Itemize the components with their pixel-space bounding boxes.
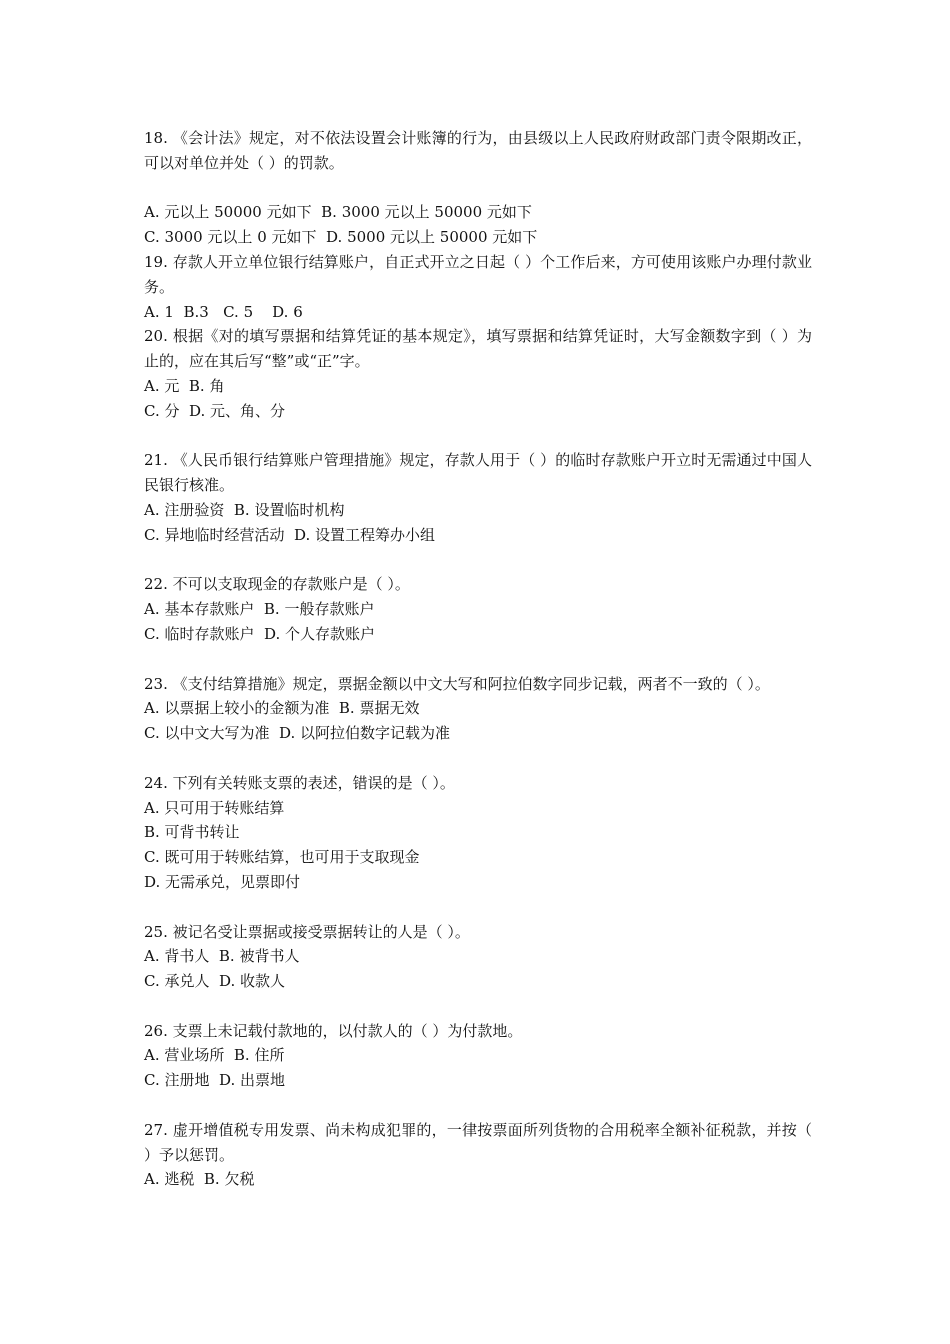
question-option: A. 基本存款账户 B. 一般存款账户 (144, 600, 375, 619)
spacer (144, 424, 812, 449)
question-option: A. 只可用于转账结算 (144, 798, 285, 817)
question-option: C. 既可用于转账结算，也可用于支取现金 (144, 848, 420, 867)
question-option: A. 注册验资 B. 设置临时机构 (144, 500, 345, 519)
spacer (144, 176, 812, 201)
question-stem-25: 25. 被记名受让票据或接受票据转让的人是（ ）。 (144, 922, 470, 941)
question-stem-24: 24. 下列有关转账支票的表述，错误的是（ ）。 (144, 773, 455, 792)
question-option: D. 无需承兑，见票即付 (144, 872, 301, 891)
question-option: C. 分 D. 元、角、分 (144, 401, 286, 420)
spacer (144, 647, 812, 672)
question-option: A. 逃税 B. 欠税 (144, 1170, 255, 1189)
question-option: C. 临时存款账户 D. 个人存款账户 (144, 624, 376, 643)
question-stem-18: 18. 《会计法》规定，对不依法设置会计账簿的行为，由县级以上人民政府财政部门责令限期改正，可以对单位并处（ ）的罚款。 (144, 129, 812, 172)
spacer (144, 994, 812, 1019)
question-option: C. 异地临时经营活动 D. 设置工程筹办小组 (144, 525, 436, 544)
question-option: A. 元 B. 角 (144, 376, 225, 395)
question-option: A. 背书人 B. 被背书人 (144, 947, 300, 966)
question-stem-19: 19. 存款人开立单位银行结算账户，自正式开立之日起（ ）个工作后来，方可使用该账户办理付款业务。 (144, 252, 812, 296)
spacer (144, 895, 812, 920)
question-stem-26: 26. 支票上未记载付款地的，以付款人的（ ）为付款地。 (144, 1021, 523, 1040)
question-option: A. 营业场所 B. 住所 (144, 1046, 285, 1065)
question-option: C. 承兑人 D. 收款人 (144, 972, 286, 991)
question-stem-23: 23. 《支付结算措施》规定，票据金额以中文大写和阿拉伯数字同步记载，两者不一致的（ ）。 (144, 674, 770, 693)
question-stem-22: 22. 不可以支取现金的存款账户是（ ）。 (144, 575, 410, 594)
question-option: A. 元以上 50000 元如下 B. 3000 元以上 50000 元如下 (144, 203, 532, 222)
spacer (144, 746, 812, 771)
spacer (144, 1093, 812, 1118)
question-list (144, 126, 812, 1192)
question-option: C. 以中文大写为准 D. 以阿拉伯数字记载为准 (144, 724, 451, 743)
question-option: C. 注册地 D. 出票地 (144, 1071, 286, 1090)
question-stem-20: 20. 根据《对的填写票据和结算凭证的基本规定》，填写票据和结算凭证时，大写金额数字到（ ）为止的，应在其后写“整”或“正”字。 (144, 327, 812, 371)
question-stem-21: 21. 《人民币银行结算账户管理措施》规定，存款人用于（ ）的临时存款账户开立时无需通过中国人民银行核准。 (144, 451, 812, 495)
question-option: A. 以票据上较小的金额为准 B. 票据无效 (144, 699, 420, 718)
spacer (144, 548, 812, 573)
question-stem-27: 27. 虚开增值税专用发票、尚未构成犯罪的，一律按票面所列货物的合用税率全额补征税款，并按（ ）予以惩罚。 (144, 1120, 812, 1164)
question-option: B. 可背书转让 (144, 823, 240, 842)
question-option: C. 3000 元以上 0 元如下 D. 5000 元以上 50000 元如下 (144, 228, 538, 247)
question-option: A. 1 B.3 C. 5 D. 6 (144, 302, 303, 321)
